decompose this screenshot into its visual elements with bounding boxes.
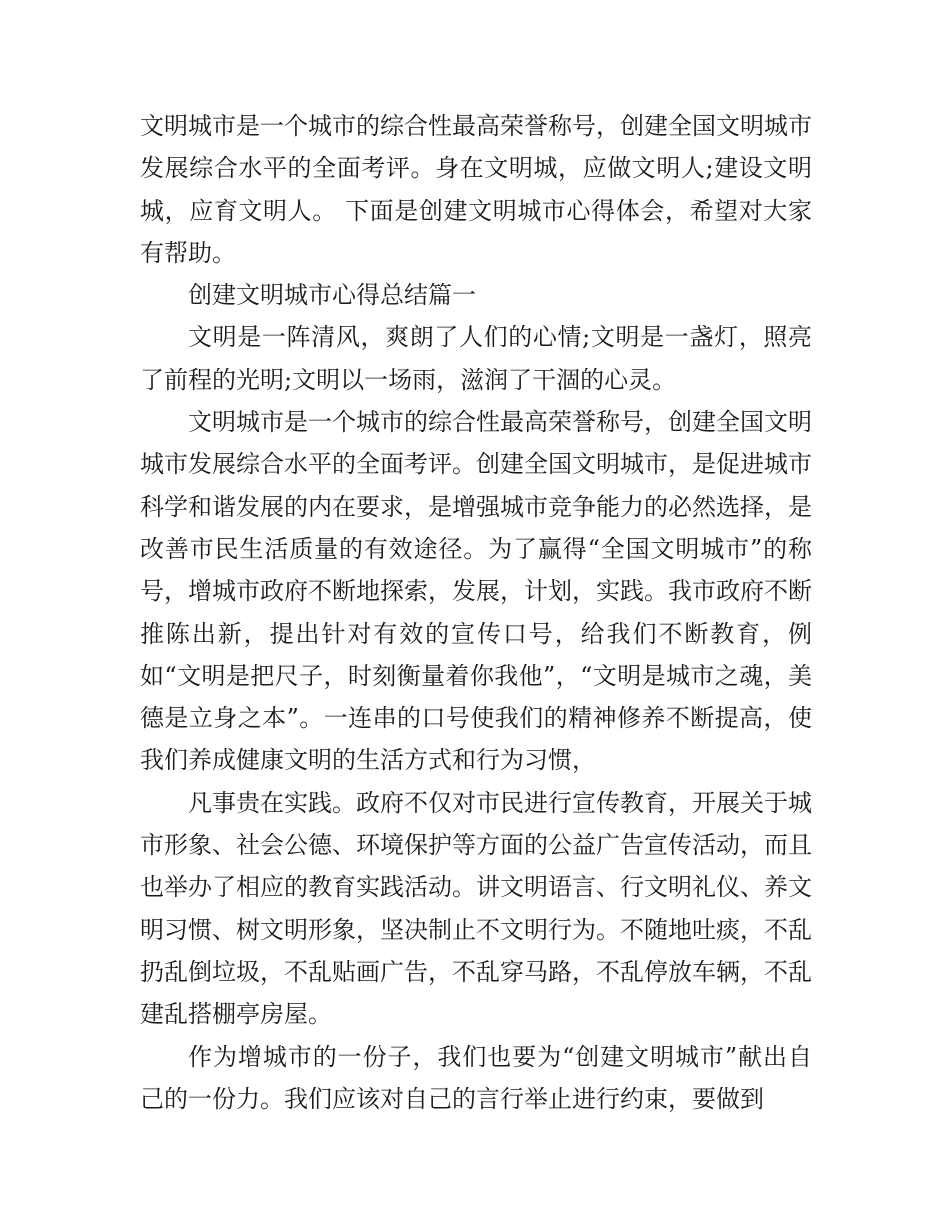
paragraph-3: 凡事贵在实践。政府不仅对市民进行宣传教育，开展关于城市形象、社会公德、环境保护等方面的公益广告宣传活动，而且也举办了相应的教育实践活动。讲文明语言、行文明礼仪、养文明习惯、树文明形象，坚决制止不文明行为。不随地吐痰，不乱扔乱倒垃圾，不乱贴画广告，不乱穿马路，不乱停放车辆，不乱建乱搭棚亭房屋。	[140, 788, 812, 1029]
paragraph-4: 作为增城市的一份子，我们也要为“创建文明城市”献出自己的一份力。我们应该对自己的言行举止进行约束，要做到	[140, 1042, 812, 1113]
paragraph-1: 文明是一阵清风，爽朗了人们的心情;文明是一盏灯，照亮了前程的光明;文明以一场雨，滋润了干涸的心灵。	[140, 323, 812, 394]
paragraph-2: 文明城市是一个城市的综合性最高荣誉称号，创建全国文明城市发展综合水平的全面考评。创建全国文明城市，是促进城市科学和谐发展的内在要求，是增强城市竞争能力的必然选择，是改善市民生活质量的有效途径。为了赢得“全国文明城市”的称号，增城市政府不断地探索，发展，计划，实践。我市政府不断推陈出新，提出针对有效的宣传口号，给我们不断教育，例如“文明是把尺子，时刻衡量着你我他”，“文明是城市之魂，美德是立身之本”。一连串的口号使我们的精神修养不断提高，使我们养成健康文明的生活方式和行为习惯，	[140, 408, 812, 775]
document-page	[140, 105, 812, 1120]
section-title: 创建文明城市心得总结篇一	[188, 281, 476, 310]
intro-paragraph: 文明城市是一个城市的综合性最高荣誉称号，创建全国文明城市发展综合水平的全面考评。身在文明城，应做文明人;建设文明城，应育文明人。 下面是创建文明城市心得体会，希望对大家有帮助。	[140, 112, 812, 267]
